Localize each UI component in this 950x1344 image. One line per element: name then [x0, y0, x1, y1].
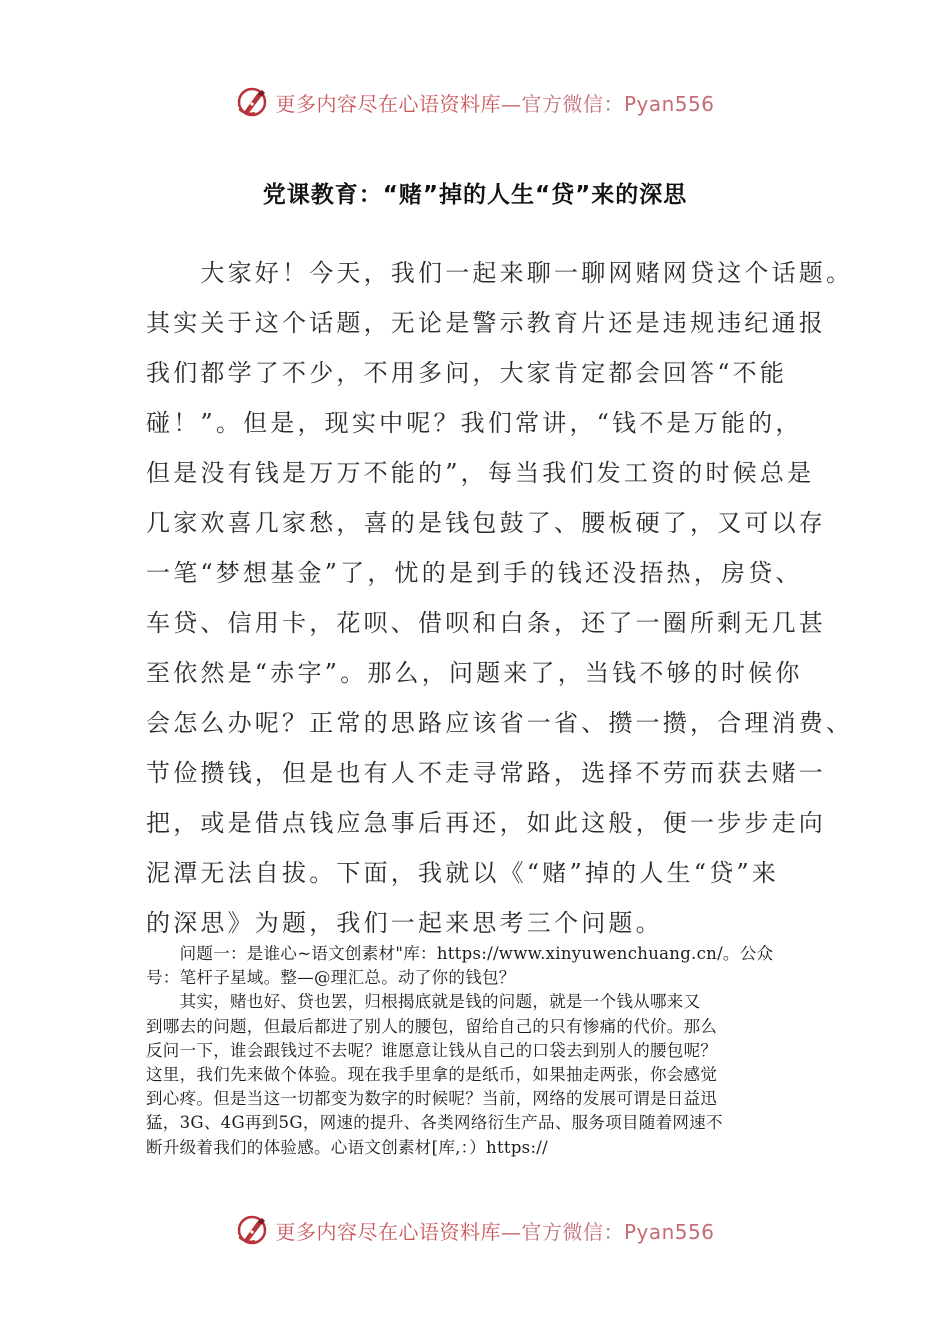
text-line: 其实，赌也好、贷也罢，归根揭底就是钱的问题，就是一个钱从哪来又 [146, 992, 701, 1012]
text-line: 节俭攒钱，但是也有人不走寻常路，选择不劳而获去赌一 [146, 759, 826, 787]
text-line: 泥潭无法自拔。下面，我就以《“赌”掉的人生“贷”来 [146, 859, 780, 887]
text-line: 一笔“梦想基金”了，忧的是到手的钱还没捂热，房贷、 [146, 559, 803, 587]
page-title: 党课教育：“赌”掉的人生“贷”来的深思 [262, 182, 688, 208]
text-line: 但是没有钱是万万不能的”，每当我们发工资的时候总是 [146, 459, 815, 487]
text-line: 的深思》为题，我们一起来思考三个问题。 [146, 909, 663, 937]
text-line: 车贷、信用卡，花呗、借呗和白条，还了一圈所剩无几甚 [146, 609, 826, 637]
text-line: 号：笔杆子星域。整—@理汇总。动了你的钱包？ [146, 968, 516, 988]
footer-banner [0, 1210, 950, 1250]
banner-wechat: 官方微信：Pyan556 [521, 91, 715, 116]
text-line: 其实关于这个话题，无论是警示教育片还是违规违纪通报 [146, 309, 826, 337]
pen-nib-icon [235, 85, 269, 119]
intro-paragraph [146, 248, 854, 948]
text-line: 我们都学了不少，不用多问，大家肯定都会回答“不能 [146, 359, 788, 387]
banner-text [275, 1216, 714, 1245]
banner-wechat: 官方微信：Pyan556 [521, 1219, 715, 1244]
text-line: 断升级着我们的体验感。心语文创素材[库,：）https:// [146, 1137, 549, 1157]
text-line: 问题一：是谁心~语文创素材"库：https://www.xinyuwenchuang.cn/。公众 [146, 944, 774, 963]
text-line: 碰！”。但是，现实中呢？我们常讲，“钱不是万能的， [146, 409, 803, 437]
banner-text [275, 88, 714, 117]
banner-lead: 更多内容尽在心语资料库— [275, 1219, 522, 1244]
text-line: 到心疼。但是当这一切都变为数字的时候呢？当前，网络的发展可谓是日益迅 [146, 1089, 718, 1109]
text-line: 几家欢喜几家愁，喜的是钱包鼓了、腰板硬了，又可以存 [146, 509, 826, 537]
text-line: 至依然是“赤字”。那么，问题来了，当钱不够的时候你 [146, 659, 803, 687]
banner-lead: 更多内容尽在心语资料库— [275, 91, 522, 116]
text-line: 反问一下，谁会跟钱过不去呢？谁愿意让钱从自己的口袋去到别人的腰包呢？ [146, 1040, 718, 1060]
pen-nib-icon [235, 1213, 269, 1247]
text-line: 大家好！今天，我们一起来聊一聊网赌网贷这个话题。 [146, 259, 854, 287]
text-line: 会怎么办呢？正常的思路应该省一省、攒一攒，合理消费、 [146, 709, 854, 737]
text-line: 猛，3G、4G再到5G，网速的提升、各类网络衍生产品、服务项目随着网速不 [146, 1113, 723, 1133]
text-line: 把，或是借点钱应急事后再还，如此这般，便一步步走向 [146, 809, 826, 837]
header-banner [0, 82, 950, 122]
text-line: 这里，我们先来做个体验。现在我手里拿的是纸币，如果抽走两张，你会感觉 [146, 1065, 718, 1085]
text-line: 到哪去的问题，但最后都进了别人的腰包，留给自己的只有惨痛的代价。那么 [146, 1016, 718, 1036]
body-paragraphs [146, 942, 811, 1160]
